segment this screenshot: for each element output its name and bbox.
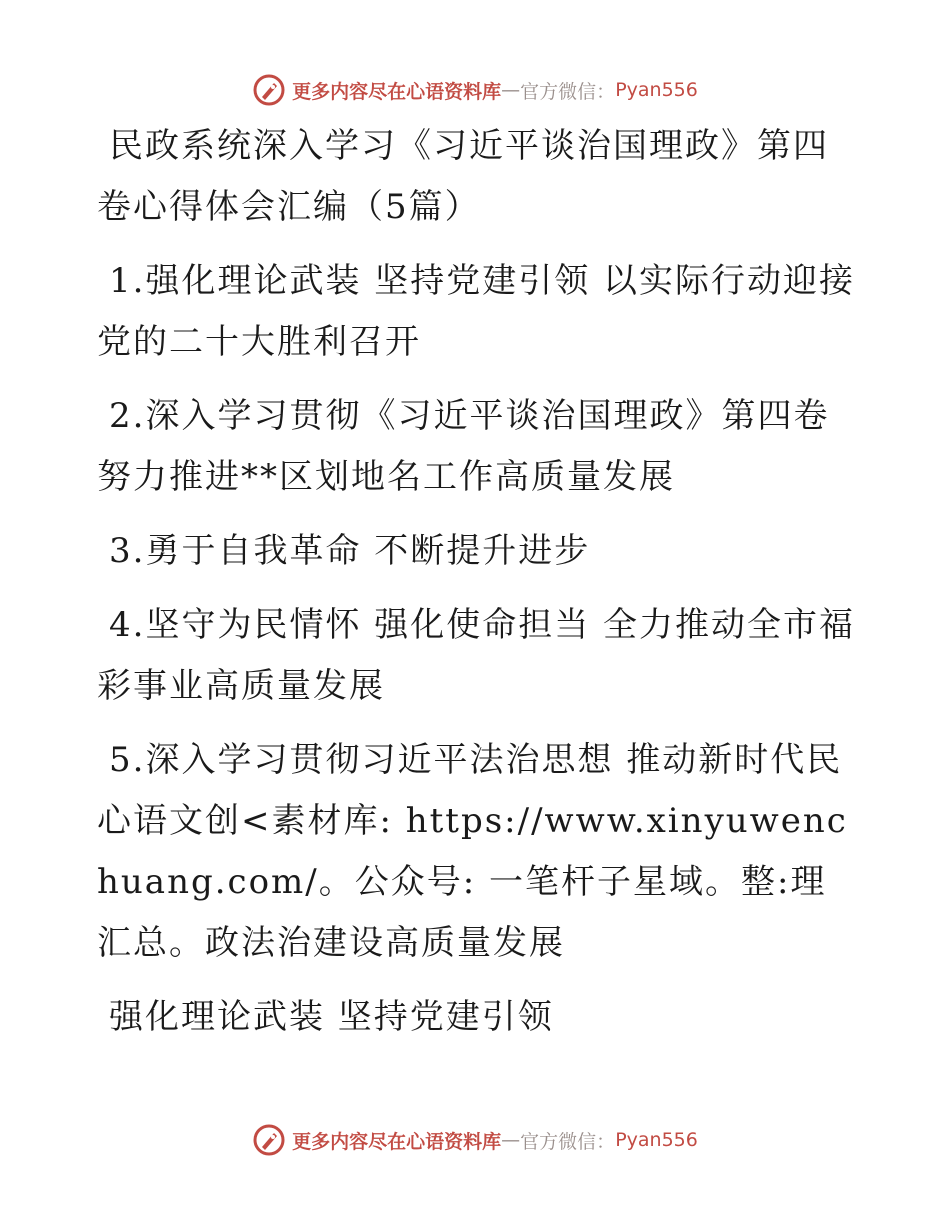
banner-site-text: 更多内容尽在心语资料库 bbox=[292, 1130, 502, 1153]
banner-wechat-id: Pyan556 bbox=[615, 79, 698, 101]
pen-nib-circle-icon bbox=[252, 73, 286, 107]
toc-item-3: 3.勇于自我革命 不断提升进步 bbox=[109, 531, 591, 571]
document-body bbox=[97, 116, 857, 1061]
toc-item-5: 5.深入学习贯彻习近平法治思想 推动新时代民心语文创<素材库: https://www.xinyuwenchuang.com/。公众号: 一笔杆子星域。整:理汇总。政法治建设高质量发展 bbox=[97, 740, 848, 963]
toc-item-4: 4.坚守为民情怀 强化使命担当 全力推动全市福彩事业高质量发展 bbox=[97, 605, 856, 706]
banner-dash: — bbox=[501, 1129, 521, 1151]
toc-item-2: 2.深入学习贯彻《习近平谈治国理政》第四卷 努力推进**区划地名工作高质量发展 bbox=[97, 396, 830, 497]
banner-wechat-label: 官方微信： bbox=[520, 80, 616, 103]
banner-site-text: 更多内容尽在心语资料库 bbox=[292, 80, 502, 103]
toc-item-1: 1.强化理论武装 坚持党建引领 以实际行动迎接党的二十大胜利召开 bbox=[97, 261, 856, 362]
banner-wechat-id: Pyan556 bbox=[615, 1129, 698, 1151]
document-title: 民政系统深入学习《习近平谈治国理政》第四卷心得体会汇编（5篇） bbox=[97, 126, 829, 227]
pen-nib-circle-icon bbox=[252, 1123, 286, 1157]
footer-banner bbox=[0, 1120, 950, 1160]
banner-wechat-label: 官方微信： bbox=[520, 1130, 616, 1153]
section-heading: 强化理论武装 坚持党建引领 bbox=[109, 997, 554, 1037]
banner-dash: — bbox=[501, 79, 521, 101]
header-banner bbox=[0, 70, 950, 110]
